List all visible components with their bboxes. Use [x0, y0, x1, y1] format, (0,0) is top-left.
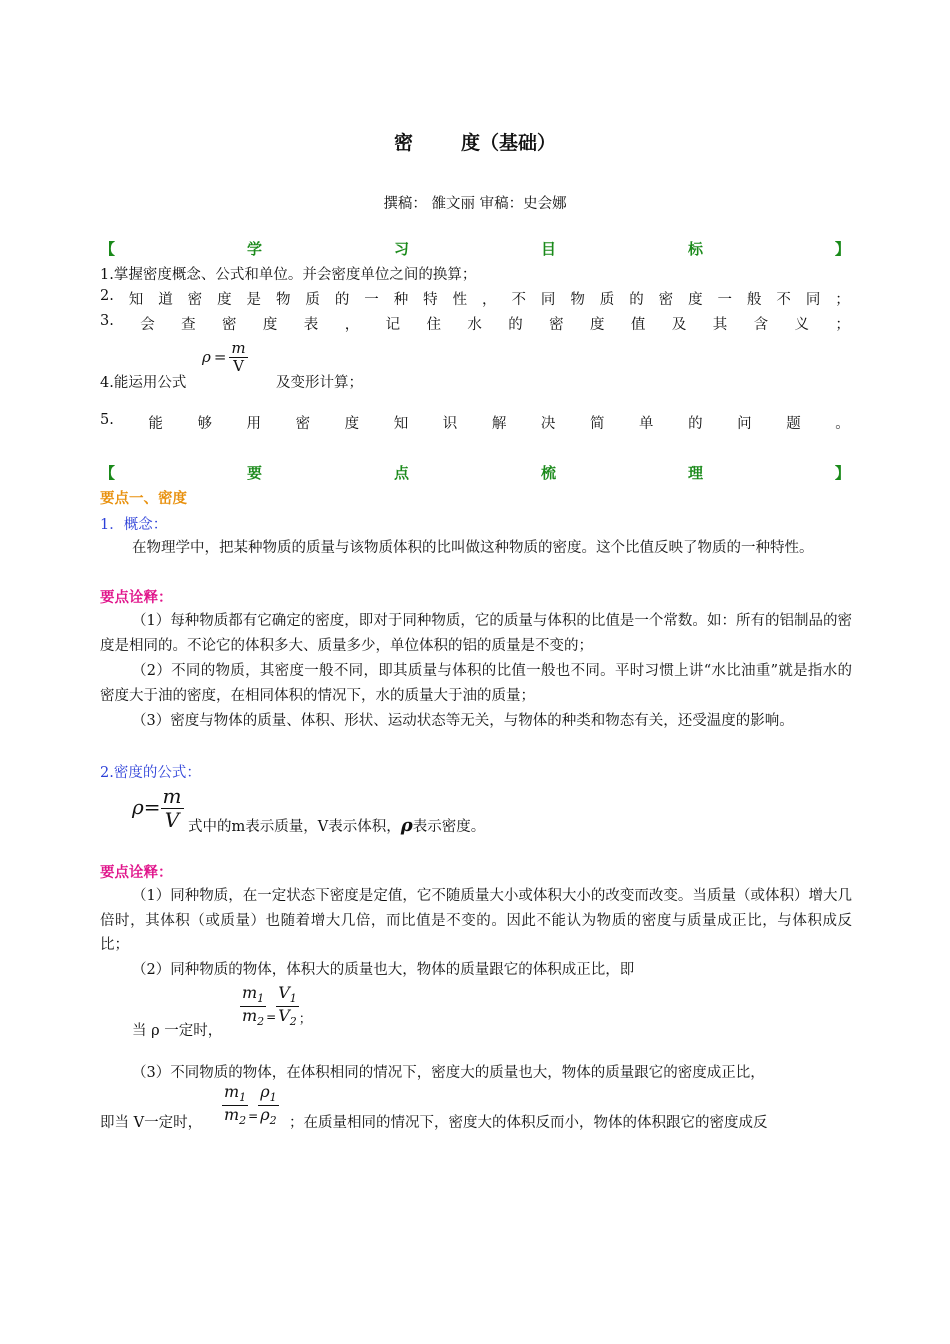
char: 的	[688, 416, 703, 432]
char: ，	[344, 317, 360, 333]
formula-label: 2.密度的公式：	[100, 765, 201, 781]
char: 不	[776, 292, 791, 308]
char: 的	[334, 292, 350, 308]
notes2-label: 要点诠释：	[100, 865, 173, 881]
char: ，	[482, 292, 497, 308]
char: 及	[671, 317, 687, 333]
char: 物	[570, 292, 585, 308]
char: 不	[511, 292, 526, 308]
char: 一	[717, 292, 733, 308]
char: 度	[217, 292, 232, 308]
char: 质	[305, 292, 320, 308]
char: 密	[295, 416, 311, 432]
char: 密	[658, 292, 674, 308]
char: 解	[491, 416, 507, 432]
note-2: （2）不同的物质，其密度一般不同，即其质量与体积的比值一般也不同。平时习惯上讲“水比油重”就是指水的密度大于油的密度，在相同体积的情况下，水的质量大于油的质量；	[100, 663, 852, 704]
char: ；	[835, 317, 850, 333]
char: 种	[393, 292, 409, 308]
section-header-points: 【 要 点 梳 理 】	[100, 464, 850, 482]
char: 的	[629, 292, 644, 308]
char: 知	[393, 416, 409, 432]
char: 密	[549, 317, 564, 333]
char: 的	[508, 317, 523, 333]
section-header-goals: 【 学 习 目 标 】	[100, 240, 850, 258]
char: 决	[540, 416, 556, 432]
char: 2.	[100, 288, 114, 304]
point-1-heading: 要点一、密度	[100, 491, 187, 507]
char: 度	[262, 317, 278, 333]
goal-4-prefix: 4.能运用公式	[100, 375, 187, 391]
ratio-formula-2: $\frac{m_1}{m_2}$ $_=$ $\frac{\rho_1}{\rho_2}$	[224, 1082, 277, 1128]
char: 度	[344, 416, 360, 432]
when-rho: 当 ρ 一定时，	[132, 1023, 223, 1039]
char: 单	[639, 416, 654, 432]
char: 物	[275, 292, 291, 308]
note2-3: （3）不同物质的物体，在体积相同的情况下，密度大的质量也大，物体的质量跟它的密度成正比，	[132, 1065, 765, 1081]
char: 性	[452, 292, 468, 308]
title-part2: 度（基础）	[461, 132, 557, 154]
goal-4-formula: ρ = $\frac{m}{V}$	[202, 339, 246, 376]
char: 特	[423, 292, 438, 308]
char: 识	[442, 416, 458, 432]
char: 度	[590, 317, 605, 333]
char: 义	[794, 317, 809, 333]
char: 般	[746, 292, 762, 308]
char: 密	[222, 317, 237, 333]
title-part1: 密	[393, 132, 413, 154]
char: 3.	[100, 313, 114, 329]
char: 能	[148, 416, 163, 432]
page-title	[0, 128, 950, 155]
goal-2	[100, 288, 850, 309]
concept-label: 1．概念：	[100, 517, 168, 533]
char: 道	[158, 292, 173, 308]
note-3: （3）密度与物体的质量、体积、形状、运动状态等无关，与物体的种类和物态有关，还受温度的影响。	[132, 713, 794, 729]
ratio-formula-1: $\frac{m_1}{m_2}$ $_=$ $\frac{V_1}{V_2}$ $_;$	[242, 983, 312, 1029]
char: 质	[599, 292, 615, 308]
char: 是	[246, 292, 262, 308]
char: 查	[181, 317, 196, 333]
formula-desc: 式中的m表示质量，V表示体积，ρ表示密度。	[188, 815, 486, 836]
note3-tail: ；在质量相同的情况下，密度大的体积反而小，物体的体积跟它的密度成反	[289, 1115, 768, 1131]
goal-5	[100, 412, 850, 433]
char: 。	[835, 416, 850, 432]
char: 一	[364, 292, 379, 308]
char: 简	[589, 416, 605, 432]
char: 同	[805, 292, 821, 308]
goal-3	[100, 313, 850, 334]
concept-text: 在物理学中，把某种物质的质量与该物质体积的比叫做这种物质的密度。这个比值反映了物质的一种特性。	[132, 540, 814, 556]
notes-label: 要点诠释：	[100, 590, 173, 606]
char: ；	[835, 292, 850, 308]
main-formula: ρ= $\frac{m}{V}$	[132, 784, 182, 832]
note2-2: （2）同种物质的物体，体积大的质量也大，物体的质量跟它的体积成正比，即	[132, 962, 635, 978]
char: 够	[197, 416, 212, 432]
char: 知	[128, 292, 144, 308]
char: 会	[140, 317, 155, 333]
char: 同	[540, 292, 556, 308]
char: 问	[737, 416, 752, 432]
char: 题	[786, 416, 801, 432]
char: 密	[187, 292, 203, 308]
authors: 撰稿： 雒文丽 审稿：史会娜	[383, 196, 567, 212]
char: 度	[688, 292, 703, 308]
char: 水	[467, 317, 482, 333]
char: 含	[753, 317, 769, 333]
note-1: （1）每种物质都有它确定的密度，即对于同种物质，它的质量与体积的比值是一个常数。如：所有的铝制品的密度是相同的。不论它的体积多大、质量多少，单位体积的铝的质量是不变的；	[100, 613, 852, 654]
char: 值	[630, 317, 646, 333]
char: 用	[246, 416, 262, 432]
goal-4-suffix: 及变形计算；	[276, 375, 363, 391]
char: 记	[385, 317, 401, 333]
char: 其	[712, 317, 728, 333]
note2-1: （1）同种物质，在一定状态下密度是定值，它不随质量大小或体积大小的改变而改变。当质量（或体积）增大几倍时，其体积（或质量）也随着增大几倍，而比值是不变的。因此不能认为物质的密度与质量成正比，与体积成反比；	[100, 888, 852, 953]
goal-1: 1.掌握密度概念、公式和单位。并会密度单位之间的换算；	[100, 267, 477, 283]
char: 5.	[100, 412, 114, 428]
when-v: 即当 V一定时，	[100, 1115, 203, 1131]
char: 表	[303, 317, 319, 333]
char: 住	[426, 317, 441, 333]
